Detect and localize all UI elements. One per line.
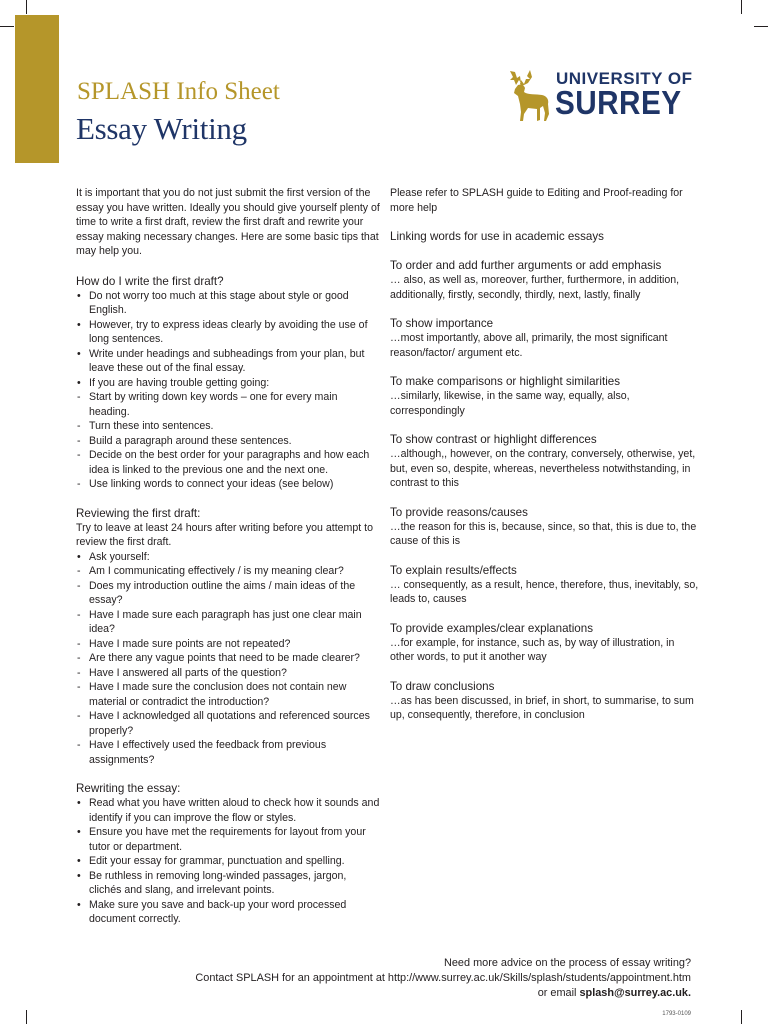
list-item: - Are there any vague points that need to be made clearer? bbox=[77, 652, 360, 664]
list-item: • Edit your essay for grammar, punctuation and spelling. bbox=[77, 855, 345, 867]
group-text: …the reason for this is, because, since, so that, this is due to, the cause of this is bbox=[390, 520, 697, 547]
list-item: - Start by writing down key words – one for every main heading. bbox=[77, 391, 338, 418]
reviewing-intro: Try to leave at least 24 hours after writing before you attempt to review the first draft. bbox=[76, 521, 373, 548]
document-code: 1793-0109 bbox=[662, 1011, 691, 1017]
list-item: • Write under headings and subheadings from your plan, but leave these out of the final essay. bbox=[77, 347, 365, 374]
list-item: - Have I made sure points are not repeated? bbox=[77, 637, 291, 650]
list-item: • Do not worry too much at this stage about style or good English. bbox=[77, 289, 349, 316]
sheet-kicker: SPLASH Info Sheet bbox=[77, 78, 280, 105]
footer-contact bbox=[195, 956, 691, 1001]
right-column bbox=[390, 186, 700, 723]
crop-mark bbox=[741, 0, 742, 14]
list-item: - Have I acknowledged all quotations and referenced sources properly? bbox=[77, 710, 370, 737]
crop-mark bbox=[754, 26, 768, 27]
footer-appointment-link[interactable]: Contact SPLASH for an appointment at http://www.surrey.ac.uk/Skills/splash/students/appointment.htm bbox=[195, 972, 691, 984]
list-item: • Make sure you save and back-up your word processed document correctly. bbox=[77, 898, 347, 925]
group-text: …most importantly, above all, primarily, the most significant reason/factor/ argument etc. bbox=[390, 332, 668, 359]
university-logo bbox=[502, 68, 692, 122]
footer-advice-line: Need more advice on the process of essay writing? bbox=[444, 957, 691, 969]
crop-mark bbox=[0, 26, 14, 27]
rewriting-list bbox=[76, 796, 381, 927]
group-heading: To make comparisons or highlight similarities bbox=[390, 375, 621, 388]
footer-email-link[interactable]: splash@surrey.ac.uk. bbox=[579, 987, 691, 999]
group-heading: To explain results/effects bbox=[390, 563, 517, 577]
refer-note: Please refer to SPLASH guide to Editing and Proof-reading for more help bbox=[390, 187, 683, 214]
logo-wordmark-top: UNIVERSITY OF bbox=[556, 69, 693, 88]
intro-paragraph: It is important that you do not just submit the first version of the essay you have written. Ideally you should give yourself plenty of time to write a first draft, review the first draft and rewrite your essay making necessary changes. Here are some basic tips that may help you. bbox=[76, 187, 380, 257]
list-item: • Ask yourself: bbox=[77, 550, 150, 563]
list-item: - Decide on the best order for your paragraphs and how each idea is linked to the previous one and the next one. bbox=[77, 449, 370, 476]
group-heading: To provide examples/clear explanations bbox=[390, 621, 594, 635]
list-item: - Have I made sure each paragraph has just one clear main idea? bbox=[77, 608, 362, 635]
footer-email-line: or email splash@surrey.ac.uk. bbox=[537, 987, 691, 999]
list-item: • Read what you have written aloud to check how it sounds and identify if you can improve the flow or styles. bbox=[77, 797, 380, 824]
list-item: - Am I communicating effectively / is my meaning clear? bbox=[77, 565, 344, 577]
list-item: • Be ruthless in removing long-winded passages, jargon, clichés and slang, and irrelevant points. bbox=[77, 869, 347, 896]
list-item: - Have I effectively used the feedback from previous assignments? bbox=[77, 739, 327, 766]
list-item: • If you are having trouble getting going: bbox=[77, 376, 270, 389]
group-text: … consequently, as a result, hence, therefore, thus, inevitably, so, leads to, causes bbox=[390, 578, 699, 605]
linking-words-heading: Linking words for use in academic essays bbox=[390, 230, 604, 243]
list-item: • However, try to express ideas clearly by avoiding the use of long sentences. bbox=[77, 318, 368, 345]
group-text: …as has been discussed, in brief, in short, to summarise, to sum up, consequently, therefore, in conclusion bbox=[390, 694, 694, 721]
gold-accent-bar bbox=[15, 15, 59, 163]
page-title: Essay Writing bbox=[76, 111, 247, 146]
group-heading: To provide reasons/causes bbox=[390, 505, 528, 519]
reviewing-list bbox=[76, 550, 381, 768]
list-item: - Build a paragraph around these sentences. bbox=[77, 434, 292, 447]
list-item: - Have I answered all parts of the question? bbox=[77, 666, 287, 679]
group-heading: To order and add further arguments or add emphasis bbox=[390, 259, 662, 272]
rewriting-heading: Rewriting the essay: bbox=[76, 782, 181, 795]
list-item: - Have I made sure the conclusion does not contain new material or contradict the introduction? bbox=[77, 681, 347, 708]
group-text: …for example, for instance, such as, by way of illustration, in other words, to put it another way bbox=[390, 636, 675, 663]
group-text: …although,, however, on the contrary, conversely, otherwise, yet, but, even so, despite, whereas, nevertheless notwithstanding, in contrast to this bbox=[390, 448, 696, 489]
logo-wordmark-main: SURREY bbox=[555, 84, 682, 121]
first-draft-list bbox=[76, 289, 381, 492]
crop-mark bbox=[26, 0, 27, 14]
group-text: …similarly, likewise, in the same way, equally, also, correspondingly bbox=[390, 390, 630, 417]
group-heading: To draw conclusions bbox=[390, 679, 495, 693]
list-item: - Turn these into sentences. bbox=[77, 420, 214, 432]
group-text: … also, as well as, moreover, further, furthermore, in addition, additionally, firstly, secondly, thirdly, next, lastly, finally bbox=[390, 274, 680, 301]
list-item: - Does my introduction outline the aims / main ideas of the essay? bbox=[77, 579, 356, 606]
list-item: - Use linking words to connect your ideas (see below) bbox=[77, 478, 334, 490]
stag-emblem-icon bbox=[502, 68, 552, 122]
crop-mark bbox=[26, 1010, 27, 1024]
crop-mark bbox=[741, 1010, 742, 1024]
group-heading: To show importance bbox=[390, 317, 494, 330]
first-draft-heading: How do I write the first draft? bbox=[76, 274, 224, 288]
list-item: • Ensure you have met the requirements for layout from your tutor or department. bbox=[77, 826, 366, 853]
reviewing-heading: Reviewing the first draft: bbox=[76, 506, 201, 520]
group-heading: To show contrast or highlight differences bbox=[390, 433, 597, 446]
left-column bbox=[76, 186, 381, 927]
